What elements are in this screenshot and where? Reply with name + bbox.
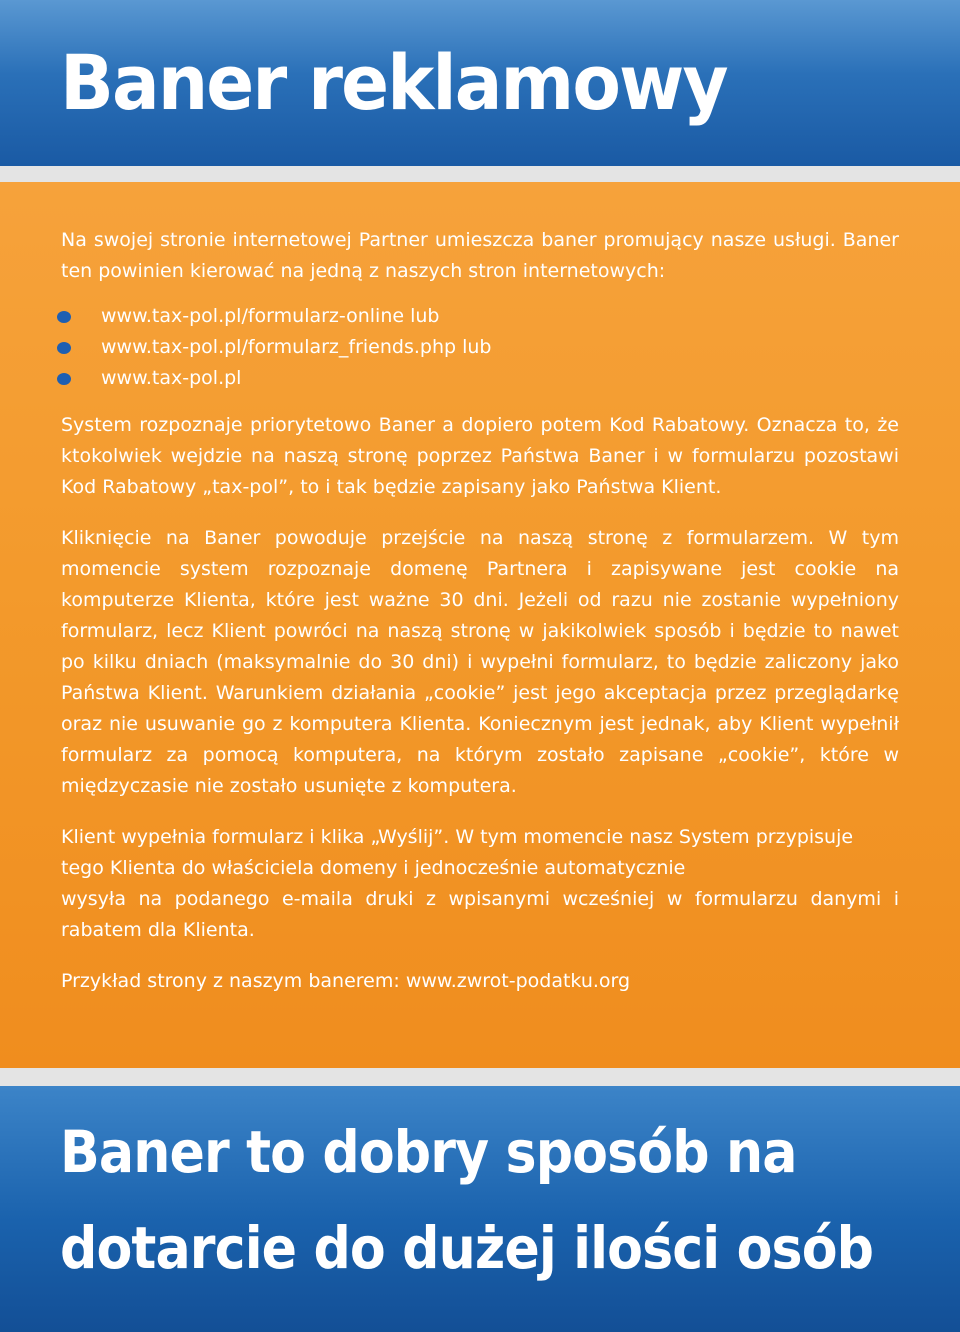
priority-paragraph: System rozpoznaje priorytetowo Baner a dopiero potem Kod Rabatowy. Oznacza to, że ktokolwiek wejdzie na naszą stronę poprzez Państwa Baner i w formularzu pozostawi Kod Rabatowy „tax-pol”, to i tak będzie zapisany jako Państwa Klient. <box>61 414 899 498</box>
footer-slogan <box>60 1104 873 1296</box>
link-text: www.tax-pol.pl/formularz_friends.php lub <box>101 336 492 358</box>
bullet-icon <box>57 311 71 323</box>
submit-paragraph <box>61 822 899 946</box>
example-paragraph: Przykład strony z naszym banerem: www.zwrot-podatku.org <box>61 970 631 992</box>
divider-bottom <box>0 1068 960 1086</box>
submit-line-1: Klient wypełnia formularz i klika „Wyślij”. W tym momencie nasz System przypisuje <box>61 826 854 848</box>
intro-paragraph: Na swojej stronie internetowej Partner umieszcza baner promujący nasze usługi. Baner ten powinien kierować na jedną z naszych stron internetowych: <box>61 229 899 282</box>
page-title: Baner reklamowy <box>60 38 727 127</box>
content-text <box>61 225 899 997</box>
header-banner <box>0 0 960 166</box>
slogan-line-1: Baner to dobry sposób na <box>60 1118 797 1186</box>
divider-top <box>0 166 960 182</box>
list-item <box>61 332 899 363</box>
footer-banner <box>0 1086 960 1332</box>
slogan-line-2: dotarcie do dużej ilości osób <box>60 1214 874 1282</box>
link-list <box>61 301 899 394</box>
submit-line-3: wysyła na podanego e-maila druki z wpisanymi wcześniej w formularzu danymi i rabatem dla Klienta. <box>61 888 899 941</box>
link-text: www.tax-pol.pl/formularz-online lub <box>101 305 440 327</box>
list-item <box>61 363 899 394</box>
bullet-icon <box>57 342 71 354</box>
cookie-paragraph: Kliknięcie na Baner powoduje przejście na naszą stronę z formularzem. W tym momencie system rozpoznaje domenę Partnera i zapisywane jest cookie na komputerze Klienta, które jest ważne 30 dni. Jeżeli od razu nie zostanie wypełniony formularz, lecz Klient powróci na naszą stronę w jakikolwiek sposób i będzie to nawet po kilku dniach (maksymalnie do 30 dni) i wypełni formularz, to będzie zaliczony jako Państwa Klient. Warunkiem działania „cookie” jest jego akceptacja przez przeglądarkę oraz nie usuwanie go z komputera Klienta. Koniecznym jest jednak, aby Klient wypełnił formularz za pomocą komputera, na którym zostało zapisane „cookie”, które w międzyczasie nie zostało usunięte z komputera. <box>61 527 899 797</box>
list-item <box>61 301 899 332</box>
submit-line-2: tego Klienta do właściciela domeny i jednocześnie automatycznie <box>61 857 686 879</box>
bullet-icon <box>57 373 71 385</box>
link-text: www.tax-pol.pl <box>101 367 242 389</box>
